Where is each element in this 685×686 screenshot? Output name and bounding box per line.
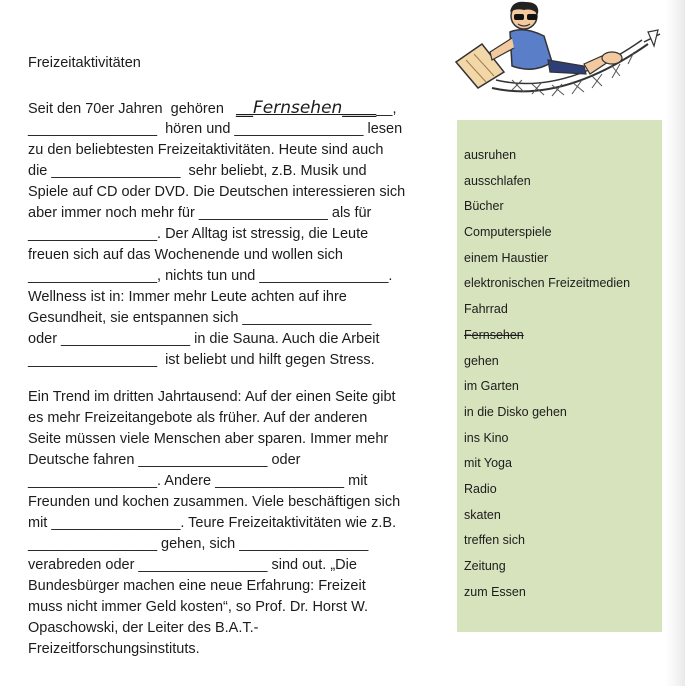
- text-line: ________________. Andere ________________ mit: [28, 473, 368, 489]
- text-line: Gesundheit, sie entspannen sich ________________: [28, 310, 372, 326]
- text-line: verabreden oder ________________ sind out. „Die: [28, 557, 357, 573]
- page-edge-shadow: [665, 0, 685, 686]
- word-bank-item: Bücher: [464, 199, 504, 214]
- text-line: freuen sich auf das Wochenende und wollen sich: [28, 247, 343, 263]
- word-bank-item: einem Haustier: [464, 250, 549, 265]
- text-line: Ein Trend im dritten Jahrtausend: Auf der einen Seite gibt: [28, 389, 396, 405]
- text-line: oder ________________ in die Sauna. Auch die Arbeit: [28, 331, 380, 347]
- text-line: ________________ gehen, sich ________________: [28, 536, 369, 552]
- text-line: ________________ ist beliebt und hilft gegen Stress.: [28, 352, 375, 368]
- text-before-answer: Seit den 70er Jahren gehören: [28, 101, 236, 117]
- text-line: aber immer noch mehr für ________________ als für: [28, 205, 372, 221]
- word-bank-item: Fahrrad: [464, 302, 508, 317]
- person-icon: [490, 2, 622, 74]
- text-line: Freizeitforschungsinstituts.: [28, 641, 200, 657]
- filled-answer: __Fernsehen____: [235, 98, 377, 118]
- text-line: Seite müssen viele Menschen aber sparen. Immer mehr: [28, 431, 389, 447]
- word-bank-item: skaten: [464, 507, 501, 522]
- word-bank-item: Zeitung: [464, 559, 506, 573]
- word-bank-item: in die Disko gehen: [464, 404, 567, 419]
- text-line: ________________ hören und ________________ lesen: [28, 121, 403, 137]
- hammock-illustration: [452, 0, 662, 112]
- word-bank-item: Radio: [464, 481, 497, 496]
- paragraph-gap: [28, 371, 448, 387]
- word-bank-item: zum Essen: [464, 584, 526, 599]
- text-line: die ________________ sehr beliebt, z.B. Musik und: [28, 163, 367, 179]
- word-bank-item: Fernsehen: [464, 327, 524, 342]
- word-bank-list: [464, 147, 630, 609]
- text-line: Deutsche fahren ________________ oder: [28, 452, 301, 468]
- cloze-text: [28, 98, 448, 660]
- word-bank-item: ausruhen: [464, 148, 517, 162]
- page-title: Freizeitaktivitäten: [28, 55, 141, 71]
- text-line: es mehr Freizeitangebote als früher. Auf der anderen: [28, 410, 368, 426]
- text-line: Spiele auf CD oder DVD. Die Deutschen interessieren sich: [28, 184, 406, 200]
- text-line: mit ________________. Teure Freizeitaktivitäten wie z.B.: [28, 515, 397, 531]
- text-line: [28, 98, 448, 119]
- word-bank-item: ausschlafen: [464, 173, 531, 188]
- text-line: zu den beliebtesten Freizeitaktivitäten. Heute sind auch: [28, 142, 384, 158]
- text-line: ________________. Der Alltag ist stressig, die Leute: [28, 226, 369, 242]
- word-bank-item: treffen sich: [464, 533, 525, 548]
- text-line: ________________, nichts tun und ________________.: [28, 268, 393, 284]
- word-bank-item: gehen: [464, 353, 499, 368]
- text-line: Opaschowski, der Leiter des B.A.T.-: [28, 620, 259, 636]
- word-bank-item: mit Yoga: [464, 456, 512, 471]
- text-line: Wellness ist in: Immer mehr Leute achten auf ihre: [28, 289, 347, 305]
- word-bank-item: elektronischen Freizeitmedien: [464, 276, 631, 291]
- word-bank-item: Computerspiele: [464, 225, 552, 240]
- text-after-answer: __,: [376, 101, 397, 117]
- text-line: Bundesbürger machen eine neue Erfahrung: Freizeit: [28, 578, 366, 594]
- text-line: muss nicht immer Geld kosten“, so Prof. Dr. Horst W.: [28, 599, 369, 615]
- word-bank: [457, 120, 662, 632]
- word-bank-item: im Garten: [464, 379, 519, 394]
- text-line: Freunden und kochen zusammen. Viele beschäftigen sich: [28, 494, 401, 510]
- word-bank-item: ins Kino: [464, 430, 509, 445]
